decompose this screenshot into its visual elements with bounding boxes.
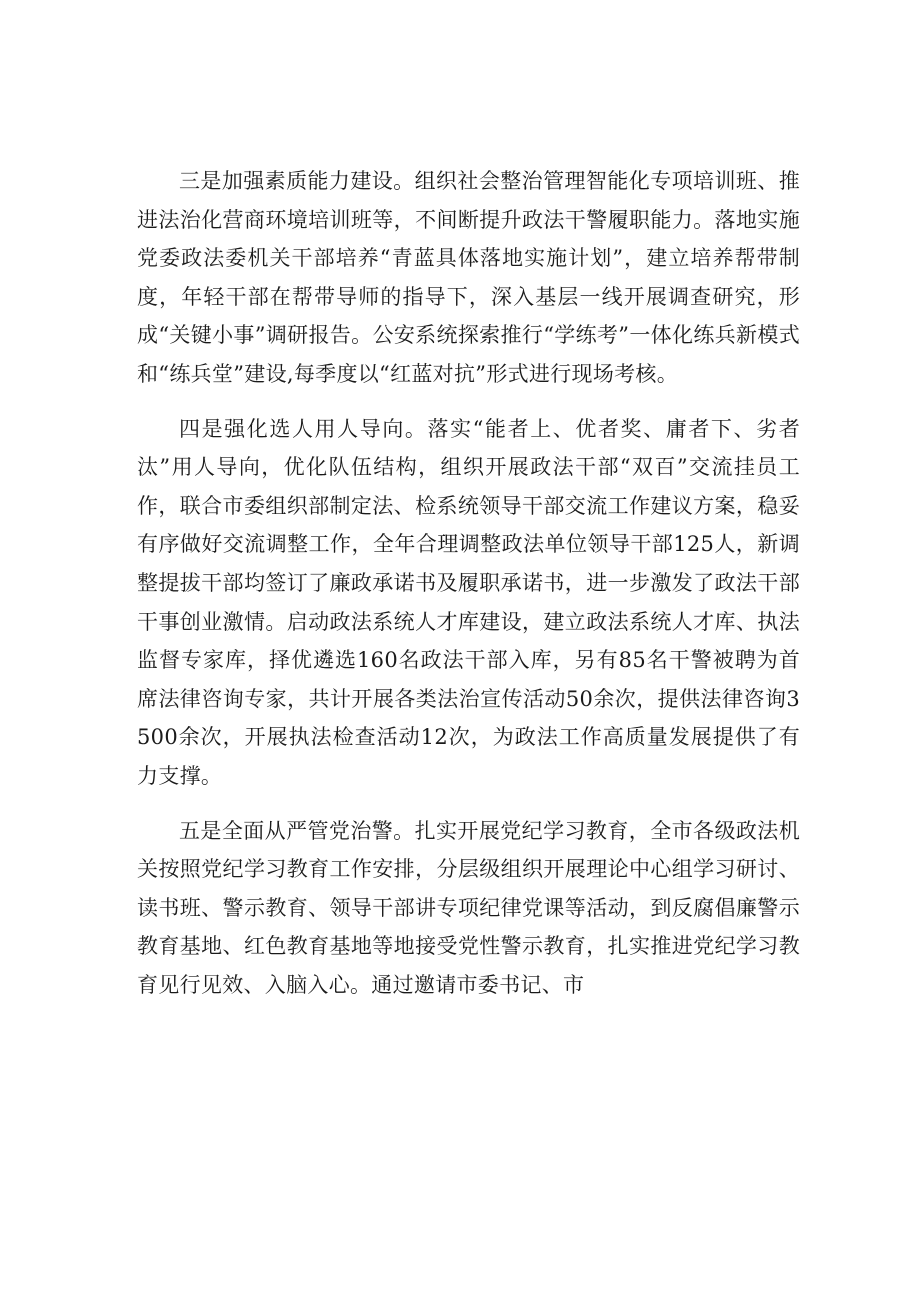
- paragraph-personnel-selection: 四是强化选人用人导向。落实“能者上、优者奖、庸者下、劣者汰”用人导向，优化队伍结构，组织开展政法干部“双百”交流挂员工作，联合市委组织部制定法、检系统领导干部交流工作建议方案，稳妥有序做好交流调整工作，全年合理调整政法单位领导干部125人，新调整提拔干部均签订了廉政承诺书及履职承诺书，进一步激发了政法干部干事创业激情。启动政法系统人才库建设，建立政法系统人才库、执法监督专家库，择优遴选160名政法干部入库，另有85名干警被聘为首席法律咨询专家，共计开展各类法治宣传活动50余次，提供法律咨询3500余次，开展执法检查活动12次，为政法工作高质量发展提供了有力支撑。: [137, 416, 800, 788]
- document-body: [137, 162, 800, 1020]
- paragraph-quality-capacity: 三是加强素质能力建设。组织社会整治管理智能化专项培训班、推进法治化营商环境培训班等，不间断提升政法干警履职能力。落地实施党委政法委机关干部培养“青蓝具体落地实施计划”，建立培养帮带制度，年轻干部在帮带导师的指导下，深入基层一线开展调查研究，形成“关键小事”调研报告。公安系统探索推行“学练考”一体化练兵新模式和“练兵堂”建设,每季度以“红蓝对抗”形式进行现场考核。: [137, 169, 800, 386]
- paragraph-party-discipline: 五是全面从严管党治警。扎实开展党纪学习教育，全市各级政法机关按照党纪学习教育工作安排，分层级组织开展理论中心组学习研讨、读书班、警示教育、领导干部讲专项纪律党课等活动，到反腐倡廉警示教育基地、红色教育基地等地接受党性警示教育，扎实推进党纪学习教育见行见效、入脑入心。通过邀请市委书记、市: [137, 818, 800, 997]
